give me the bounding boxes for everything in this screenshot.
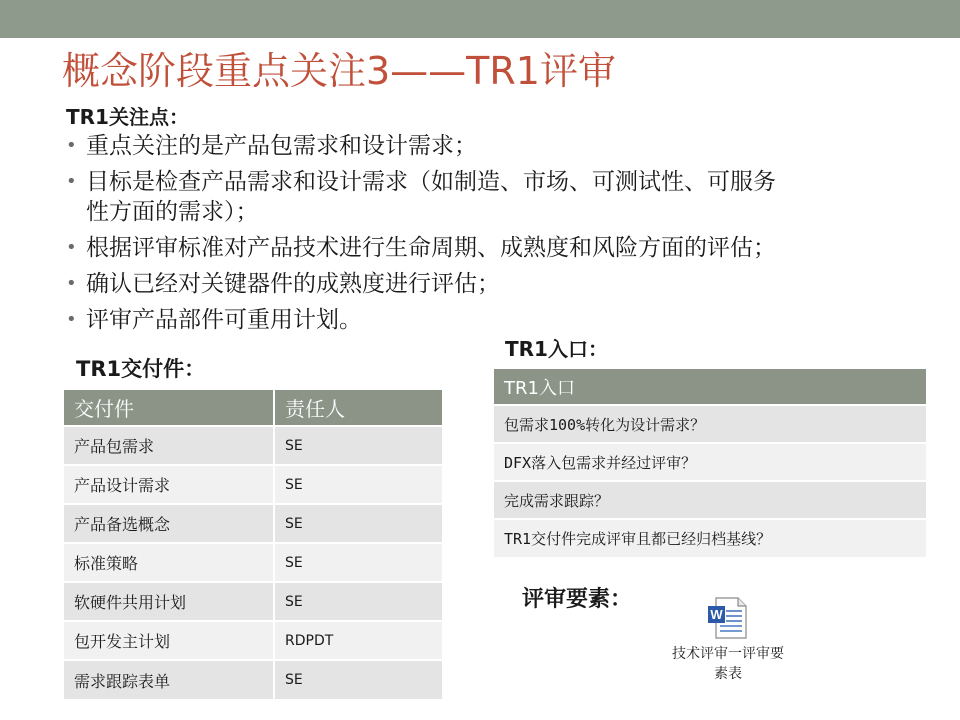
entry-criterion-cell: 包需求100%转化为设计需求？ [494, 405, 926, 443]
bullet-dot-icon: • [66, 273, 77, 294]
deliverable-cell: 需求跟踪表单 [64, 660, 274, 699]
bullet-dot-icon: • [66, 237, 77, 258]
table-row [494, 519, 926, 557]
bullet-text: 确认已经对关键器件的成熟度进行评估； [86, 271, 500, 297]
entry-criterion-cell: 完成需求跟踪？ [494, 481, 926, 519]
bullet-text-continued: 性方面的需求）； [86, 199, 259, 225]
deliverable-cell: 产品备选概念 [64, 504, 274, 543]
deliverable-cell: 包开发主计划 [64, 621, 274, 660]
bullet-text: 根据评审标准对产品技术进行生命周期、成熟度和风险方面的评估； [86, 235, 776, 261]
bullet-dot-icon: • [66, 171, 77, 192]
table-row [494, 405, 926, 443]
owner-cell: SE [274, 426, 442, 465]
table-row [494, 481, 926, 519]
owner-cell: SE [274, 543, 442, 582]
deliverable-cell: 产品设计需求 [64, 465, 274, 504]
table-row [64, 621, 442, 660]
attachment-caption-line: 技术评审一评审要 [672, 646, 784, 662]
owner-cell: SE [274, 582, 442, 621]
table-row [64, 426, 442, 465]
entry-criterion-cell: DFX落入包需求并经过评审？ [494, 443, 926, 481]
bullet-dot-icon: • [66, 309, 77, 330]
bullet-item [64, 269, 924, 299]
deliverable-cell: 软硬件共用计划 [64, 582, 274, 621]
entry-criterion-cell: TR1交付件完成评审且都已经归档基线？ [494, 519, 926, 557]
table-header-row [494, 369, 926, 405]
owner-cell: RDPDT [274, 621, 442, 660]
deliverables-heading: TR1交付件： [76, 357, 206, 381]
table-header-row [64, 390, 442, 426]
bullet-item [64, 305, 924, 335]
bullet-item [64, 233, 924, 263]
table-row [64, 465, 442, 504]
bullet-text: 评审产品部件可重用计划。 [86, 307, 362, 333]
table-row [494, 443, 926, 481]
attachment-caption-line: 素表 [714, 666, 742, 682]
bullet-item [64, 167, 924, 227]
deliverable-cell: 标准策略 [64, 543, 274, 582]
review-elements-heading: 评审要素： [522, 587, 633, 612]
owner-cell: SE [274, 660, 442, 699]
table-row [64, 504, 442, 543]
entry-heading: TR1入口： [505, 337, 608, 361]
entry-table-header: TR1入口 [494, 369, 926, 405]
svg-text:W: W [710, 607, 723, 622]
table-row [64, 582, 442, 621]
bullet-dot-icon: • [66, 135, 77, 156]
slide-title: 概念阶段重点关注3——TR1评审 [62, 49, 616, 93]
entry-criteria-table [494, 369, 926, 557]
word-document-icon[interactable] [706, 596, 748, 640]
bullet-text: 重点关注的是产品包需求和设计需求； [86, 133, 477, 159]
attachment-caption[interactable] [660, 644, 796, 684]
bullet-item [64, 131, 924, 161]
deliverable-cell: 产品包需求 [64, 426, 274, 465]
column-header-deliverable: 交付件 [64, 390, 274, 426]
column-header-owner: 责任人 [274, 390, 442, 426]
top-banner [0, 0, 960, 38]
deliverables-table [64, 390, 442, 699]
owner-cell: SE [274, 465, 442, 504]
focus-bullet-list [64, 131, 924, 341]
focus-heading: TR1关注点： [66, 105, 189, 129]
table-row [64, 660, 442, 699]
bullet-text: 目标是检查产品需求和设计需求（如制造、市场、可测试性、可服务 [86, 169, 776, 195]
table-row [64, 543, 442, 582]
owner-cell: SE [274, 504, 442, 543]
